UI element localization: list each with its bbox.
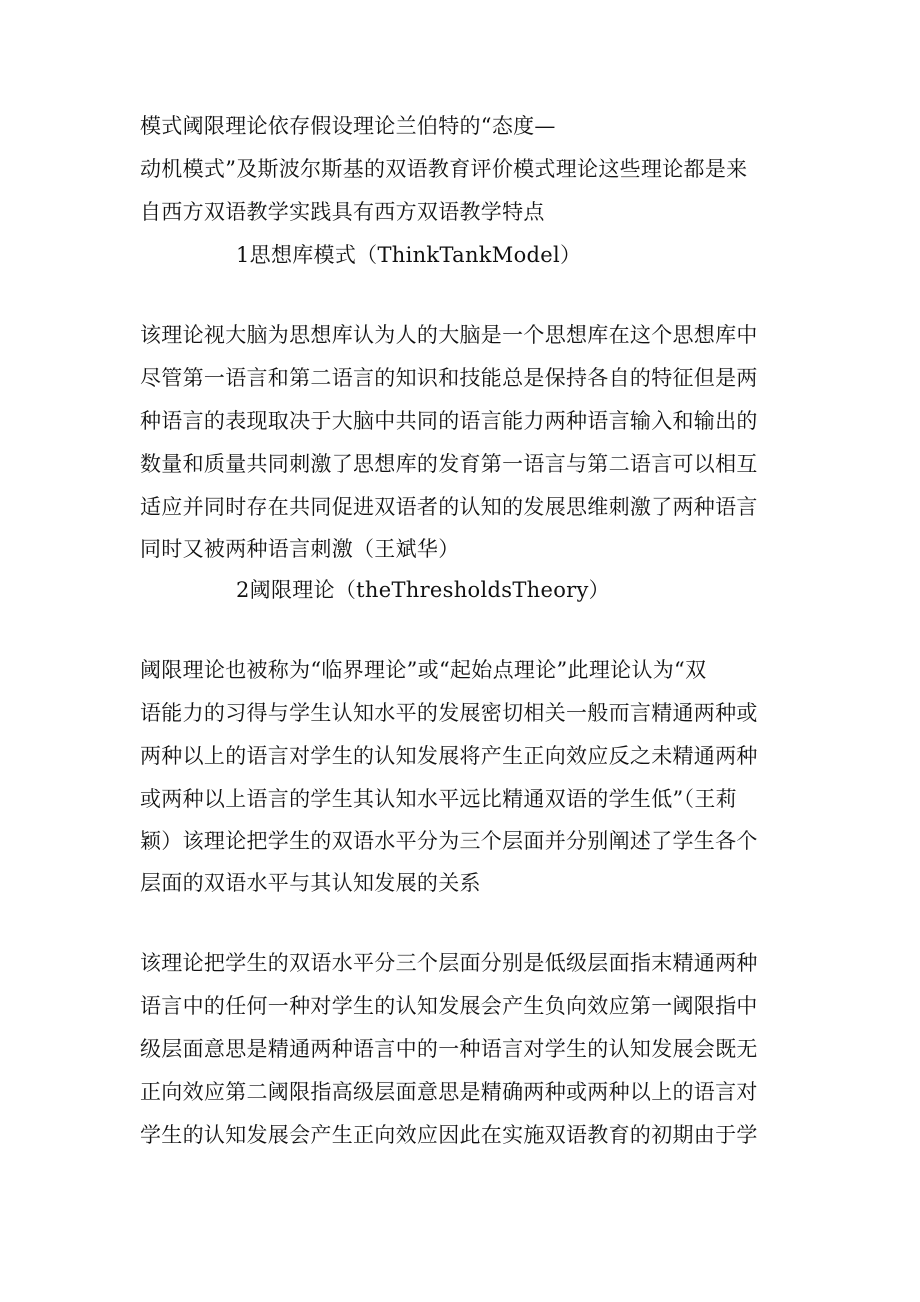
section-heading-think-tank-model: 1思想库模式（ThinkTankModel）	[236, 243, 582, 267]
paragraph-line: 适应并同时存在共同促进双语者的认知的发展思维刺激了两种语言	[140, 495, 758, 519]
paragraph-line: 该理论把学生的双语水平分三个层面分别是低级层面指末精通两种	[140, 951, 758, 975]
paragraph-line: 学生的认知发展会产生正向效应因此在实施双语教育的初期由于学	[140, 1123, 758, 1147]
paragraph-line: 层面的双语水平与其认知发展的关系	[140, 871, 481, 895]
paragraph-line: 模式阈限理论依存假设理论兰伯特的“态度—	[140, 114, 556, 138]
paragraph-line: 阈限理论也被称为“临界理论”或“起始点理论”此理论认为“双	[140, 658, 707, 682]
paragraph-line: 动机模式”及斯波尔斯基的双语教育评价模式理论这些理论都是来	[140, 157, 748, 181]
paragraph-line: 同时又被两种语言刺激（王斌华）	[140, 537, 460, 561]
paragraph-line: 种语言的表现取决于大脑中共同的语言能力两种语言输入和输出的	[140, 409, 758, 433]
paragraph-line: 该理论视大脑为思想库认为人的大脑是一个思想库在这个思想库中	[140, 323, 758, 347]
paragraph-line: 正向效应第二阈限指高级层面意思是精确两种或两种以上的语言对	[140, 1080, 758, 1104]
paragraph-line: 颖）该理论把学生的双语水平分为三个层面并分别阐述了学生各个	[140, 829, 758, 853]
paragraph-line: 两种以上的语言对学生的认知发展将产生正向效应反之未精通两种	[140, 744, 758, 768]
paragraph-line: 尽管第一语言和第二语言的知识和技能总是保持各自的特征但是两	[140, 366, 758, 390]
paragraph-line: 语言中的任何一种对学生的认知发展会产生负向效应第一阈限指中	[140, 994, 758, 1018]
paragraph-line: 自西方双语教学实践具有西方双语教学特点	[140, 200, 545, 224]
paragraph-line: 级层面意思是精通两种语言中的一种语言对学生的认知发展会既无	[140, 1037, 758, 1061]
paragraph-line: 语能力的习得与学生认知水平的发展密切相关一般而言精通两种或	[140, 701, 758, 725]
section-heading-thresholds-theory: 2阈限理论（theThresholdsTheory）	[236, 578, 610, 602]
paragraph-line: 数量和质量共同刺激了思想库的发育第一语言与第二语言可以相互	[140, 452, 758, 476]
paragraph-line: 或两种以上语言的学生其认知水平远比精通双语的学生低”（王莉	[140, 787, 737, 811]
